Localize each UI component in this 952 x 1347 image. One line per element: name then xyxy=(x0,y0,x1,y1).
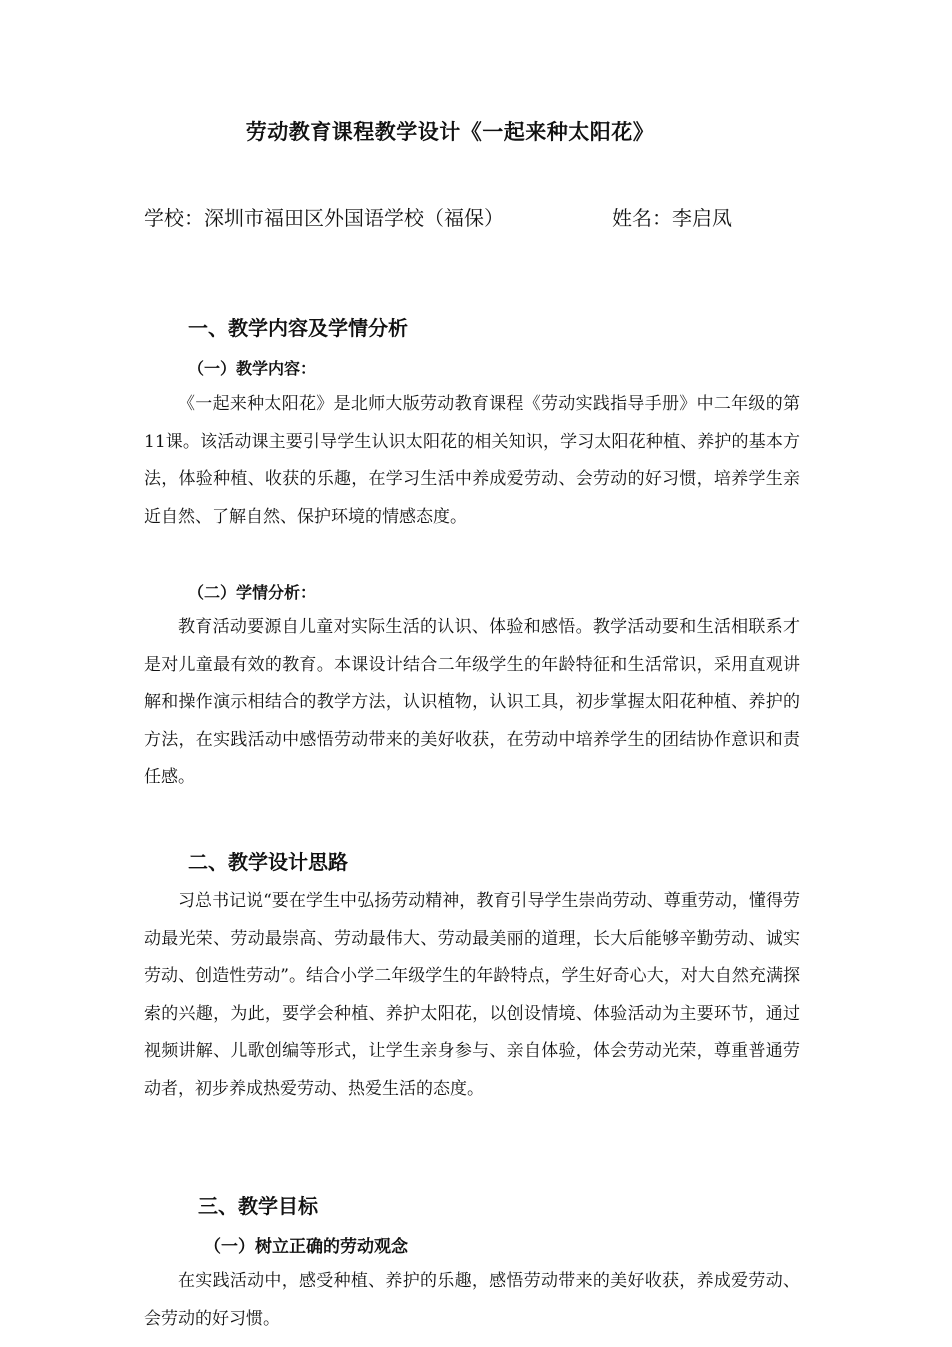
paragraph-analysis: 教育活动要源自儿童对实际生活的认识、体验和感悟。教学活动要和生活相联系才是对儿童最有效的教育。本课设计结合二年级学生的年龄特征和生活常识，采用直观讲解和操作演示相结合的教学方法，认识植物，认识工具，初步掌握太阳花种植、养护的方法，在实践活动中感悟劳动带来的美好收获，在劳动中培养学生的团结协作意识和责任感。 xyxy=(144,617,800,787)
school-info: 学校：深圳市福田区外国语学校（福保） xyxy=(144,206,504,230)
subsection-heading-labor-concept: （一）树立正确的劳动观念 xyxy=(204,1237,408,1257)
paragraph-design-ideas: 习总书记说“要在学生中弘扬劳动精神，教育引导学生崇尚劳动、尊重劳动，懂得劳动最光荣、劳动最崇高、劳动最伟大、劳动最美丽的道理，长大后能够辛勤劳动、诚实劳动、创造性劳动”。结合小学二年级学生的年龄特点，学生好奇心大，对大自然充满探索的兴趣，为此，要学会种植、养护太阳花，以创设情境、体验活动为主要环节，通过视频讲解、儿歌创编等形式，让学生亲身参与、亲自体验，体会劳动光荣，尊重普通劳动者，初步养成热爱劳动、热爱生活的态度。 xyxy=(144,891,800,1099)
subsection-heading-analysis: （二）学情分析： xyxy=(188,583,317,602)
paragraph-labor-concept: 在实践活动中，感受种植、养护的乐趣，感悟劳动带来的美好收获，养成爱劳动、会劳动的好习惯。 xyxy=(144,1271,800,1329)
author-name: 姓名：李启凤 xyxy=(612,206,732,230)
document-title: 劳动教育课程教学设计《一起来种太阳花》 xyxy=(245,120,655,144)
paragraph-content: 《一起来种太阳花》是北师大版劳动教育课程《劳动实践指导手册》中二年级的第11课。该活动课主要引导学生认识太阳花的相关知识，学习太阳花种植、养护的基本方法，体验种植、收获的乐趣，在学习生活中养成爱劳动、会劳动的好习惯，培养学生亲近自然、了解自然、保护环境的情感态度。 xyxy=(144,394,800,527)
section-heading-content-analysis: 一、教学内容及学情分析 xyxy=(188,316,408,340)
section-heading-design-ideas: 二、教学设计思路 xyxy=(188,850,348,874)
subsection-heading-content: （一）教学内容： xyxy=(188,359,317,378)
section-heading-teaching-goals: 三、教学目标 xyxy=(198,1194,318,1218)
